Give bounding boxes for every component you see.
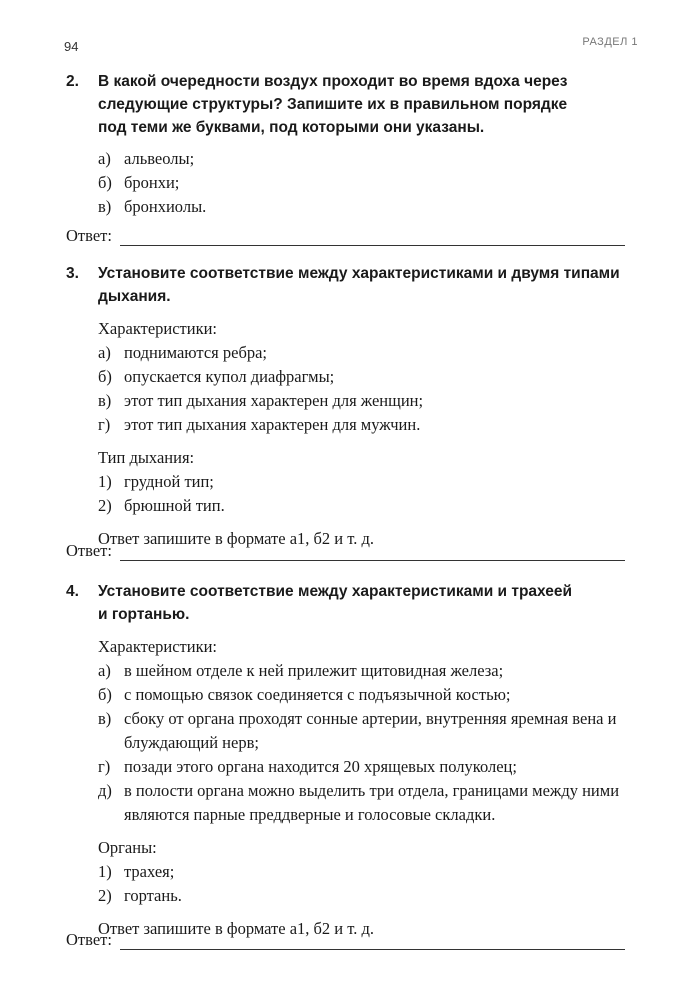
question-3 <box>66 262 646 551</box>
list-item <box>98 884 638 908</box>
item-marker: а) <box>98 343 111 362</box>
item-marker: г) <box>98 757 111 776</box>
list-item <box>98 389 638 413</box>
list-item <box>98 470 638 494</box>
organs-block <box>98 836 646 908</box>
item-text: альвеолы; <box>124 149 195 168</box>
characteristics-block <box>98 635 646 827</box>
list-item <box>98 365 638 389</box>
question-title-line: и гортанью. <box>98 606 190 623</box>
format-note: Ответ запишите в формате а1, б2 и т. д. <box>98 529 374 548</box>
answer-line[interactable] <box>120 546 625 561</box>
characteristics-block <box>98 317 646 437</box>
item-text: бронхиолы. <box>124 197 207 216</box>
item-text: сбоку от органа проходят сонные артерии, внутренняя яремная вена и блуждающий нерв; <box>124 709 617 752</box>
format-note: Ответ запишите в формате а1, б2 и т. д. <box>98 919 374 938</box>
item-text: в шейном отделе к ней прилежит щитовидная железа; <box>124 661 504 680</box>
answer-label: Ответ: <box>66 930 112 949</box>
question-title-line: под теми же буквами, под которыми они указаны. <box>98 119 485 136</box>
item-marker: в) <box>98 709 112 728</box>
list-item <box>98 494 638 518</box>
question-number: 3. <box>66 265 79 282</box>
item-marker: б) <box>98 173 112 192</box>
list-item <box>98 860 638 884</box>
question-title <box>98 580 628 626</box>
item-marker: в) <box>98 197 112 216</box>
item-text: позади этого органа находится 20 хрящевых полуколец; <box>124 757 517 776</box>
item-marker: а) <box>98 661 111 680</box>
question-number: 4. <box>66 583 79 600</box>
breathing-types-block <box>98 446 646 518</box>
list-item <box>98 413 638 437</box>
list-item <box>98 341 638 365</box>
breathing-types-label: Тип дыхания: <box>98 448 195 467</box>
item-marker: 1) <box>98 472 112 491</box>
item-text: трахея; <box>124 862 175 881</box>
question-2 <box>66 70 646 219</box>
question-title-line: Установите соответствие между характеристиками и двумя типами <box>98 265 620 282</box>
item-marker: б) <box>98 685 112 704</box>
list-item <box>98 171 638 195</box>
question-title-line: В какой очередности воздух проходит во время вдоха через <box>98 73 568 90</box>
item-text: этот тип дыхания характерен для женщин; <box>124 391 424 410</box>
item-text: опускается купол диафрагмы; <box>124 367 335 386</box>
answer-line[interactable] <box>120 231 625 246</box>
item-text: грудной тип; <box>124 472 214 491</box>
list-item <box>98 755 638 779</box>
list-item <box>98 659 638 683</box>
item-marker: 2) <box>98 496 112 515</box>
question-title-line: следующие структуры? Запишите их в правильном порядке <box>98 96 568 113</box>
item-marker: г) <box>98 415 111 434</box>
item-text: этот тип дыхания характерен для мужчин. <box>124 415 421 434</box>
item-marker: д) <box>98 781 112 800</box>
question-4 <box>66 580 646 941</box>
characteristics-label: Характеристики: <box>98 637 218 656</box>
list-item <box>98 779 638 827</box>
list-item <box>98 683 638 707</box>
answer-line[interactable] <box>120 935 625 950</box>
characteristics-label: Характеристики: <box>98 319 218 338</box>
item-marker: 1) <box>98 862 112 881</box>
question-title-line: Установите соответствие между характеристиками и трахеей <box>98 583 573 600</box>
answer-field-4[interactable] <box>66 930 625 950</box>
item-marker: б) <box>98 367 112 386</box>
item-text: гортань. <box>124 886 182 905</box>
answer-field-3[interactable] <box>66 541 625 561</box>
page-number: 94 <box>64 39 79 54</box>
list-item <box>98 707 638 755</box>
answer-field-2[interactable] <box>66 226 625 246</box>
item-text: брюшной тип. <box>124 496 225 515</box>
list-item <box>98 195 638 219</box>
options-list <box>98 147 646 219</box>
item-text: поднимаются ребра; <box>124 343 267 362</box>
item-marker: а) <box>98 149 111 168</box>
item-marker: 2) <box>98 886 112 905</box>
question-title <box>98 70 628 139</box>
question-number: 2. <box>66 73 79 90</box>
item-marker: в) <box>98 391 112 410</box>
section-label: РАЗДЕЛ 1 <box>582 36 638 48</box>
organs-label: Органы: <box>98 838 157 857</box>
item-text: в полости органа можно выделить три отдела, границами между ними являются парные преддверные и голосовые складки. <box>124 781 620 824</box>
list-item <box>98 147 638 171</box>
answer-label: Ответ: <box>66 541 112 560</box>
item-text: с помощью связок соединяется с подъязычной костью; <box>124 685 511 704</box>
item-text: бронхи; <box>124 173 180 192</box>
answer-label: Ответ: <box>66 226 112 245</box>
question-title <box>98 262 628 308</box>
question-title-line: дыхания. <box>98 288 171 305</box>
